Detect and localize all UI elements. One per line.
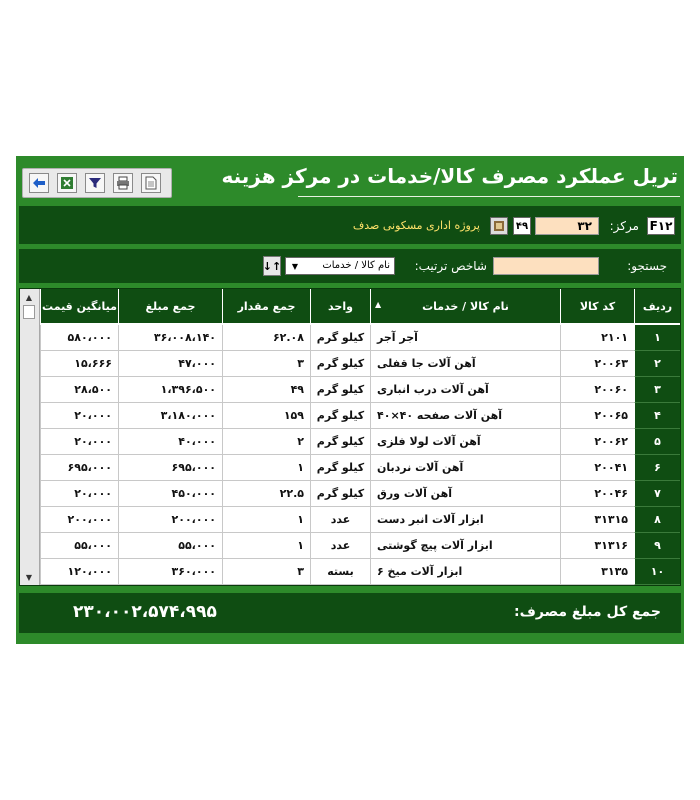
center-code-box[interactable]: F۱۲: [647, 217, 675, 235]
cell-avg: ۱۵،۶۶۶: [40, 351, 118, 377]
cell-qty: ۶۲.۰۸: [222, 325, 310, 351]
cell-idx: ۸: [634, 507, 680, 533]
cell-unit: کیلو گرم: [310, 455, 370, 481]
table-row[interactable]: [40, 455, 680, 481]
scroll-up-icon[interactable]: ▲: [25, 292, 33, 302]
cell-code: ۲۰۰۴۱: [560, 455, 634, 481]
cell-unit: کیلو گرم: [310, 351, 370, 377]
table-row[interactable]: [40, 559, 680, 585]
cell-name: ابزار آلات میخ ۶: [370, 559, 560, 585]
cell-idx: ۱۰: [634, 559, 680, 585]
cell-name: آهن آلات صفحه ۴۰×۴۰: [370, 403, 560, 429]
cell-avg: ۶۹۵،۰۰۰: [40, 455, 118, 481]
sort-select-value: نام کالا / خدمات: [322, 260, 390, 271]
cell-amount: ۲۰۰،۰۰۰: [118, 507, 222, 533]
cell-idx: ۳: [634, 377, 680, 403]
search-panel: [19, 249, 681, 283]
sort-chevron-icon: ▼: [291, 261, 299, 271]
cell-code: ۳۱۳۱۵: [560, 507, 634, 533]
col-header-idx[interactable]: ردیف: [634, 289, 680, 323]
cell-amount: ۵۵،۰۰۰: [118, 533, 222, 559]
cell-code: ۳۱۳۱۶: [560, 533, 634, 559]
toolbar: [22, 168, 172, 198]
cell-idx: ۴: [634, 403, 680, 429]
cell-qty: ۲: [222, 429, 310, 455]
cell-avg: ۲۰،۰۰۰: [40, 481, 118, 507]
col-header-name-label: نام کالا / خدمات: [422, 299, 509, 313]
total-label: جمع کل مبلغ مصرف:: [514, 604, 661, 620]
cell-idx: ۵: [634, 429, 680, 455]
search-input[interactable]: [493, 257, 599, 275]
total-panel: [19, 593, 681, 633]
excel-icon[interactable]: [57, 173, 77, 193]
cell-idx: ۲: [634, 351, 680, 377]
cell-unit: کیلو گرم: [310, 403, 370, 429]
table-row[interactable]: [40, 481, 680, 507]
cell-name: ابزار آلات انبر دست: [370, 507, 560, 533]
cell-amount: ۳۶۰،۰۰۰: [118, 559, 222, 585]
center-number-box[interactable]: ۴۹: [513, 217, 531, 235]
cell-name: ابزار آلات پیچ گوشتی: [370, 533, 560, 559]
cell-qty: ۳: [222, 351, 310, 377]
sort-select[interactable]: [285, 257, 395, 275]
cell-idx: ۷: [634, 481, 680, 507]
print-icon[interactable]: [113, 173, 133, 193]
cell-code: ۲۰۰۶۰: [560, 377, 634, 403]
sort-label: شاخص ترتیب:: [414, 259, 487, 273]
table-row[interactable]: [40, 377, 680, 403]
cell-code: ۲۰۰۴۶: [560, 481, 634, 507]
table-row[interactable]: [40, 325, 680, 351]
scroll-thumb[interactable]: [23, 305, 35, 319]
window-title: تریل عملکرد مصرف کالا/خدمات در مرکز هزینه: [221, 164, 678, 188]
cell-amount: ۱،۳۹۶،۵۰۰: [118, 377, 222, 403]
cell-avg: ۵۵،۰۰۰: [40, 533, 118, 559]
cell-qty: ۳: [222, 559, 310, 585]
cell-avg: ۲۰،۰۰۰: [40, 403, 118, 429]
cell-amount: ۴۰،۰۰۰: [118, 429, 222, 455]
cell-name: آهن آلات ورق: [370, 481, 560, 507]
scroll-down-icon[interactable]: ▼: [25, 572, 33, 582]
total-value: ۲۳۰،۰۰۲،۵۷۴،۹۹۵: [73, 602, 217, 622]
cell-idx: ۶: [634, 455, 680, 481]
cell-name: آهن آلات درب انباری: [370, 377, 560, 403]
col-header-unit[interactable]: واحد: [310, 289, 370, 323]
document-icon[interactable]: [141, 173, 161, 193]
cell-qty: ۱۵۹: [222, 403, 310, 429]
cell-unit: عدد: [310, 507, 370, 533]
cell-name: آجر آجر: [370, 325, 560, 351]
table-row[interactable]: [40, 351, 680, 377]
table-row[interactable]: [40, 429, 680, 455]
cell-code: ۳۱۳۵: [560, 559, 634, 585]
col-header-qty[interactable]: جمع مقدار: [222, 289, 310, 323]
cell-amount: ۳۶،۰۰۸،۱۴۰: [118, 325, 222, 351]
sort-direction-icon[interactable]: ↓↑: [263, 256, 281, 276]
cell-code: ۲۰۰۶۳: [560, 351, 634, 377]
center-code-input[interactable]: ۳۲: [535, 217, 599, 235]
sort-asc-icon: ▲: [375, 300, 382, 309]
report-window: [16, 156, 684, 644]
table-row[interactable]: [40, 507, 680, 533]
cell-unit: کیلو گرم: [310, 377, 370, 403]
cell-qty: ۲۲.۵: [222, 481, 310, 507]
cell-unit: کیلو گرم: [310, 325, 370, 351]
cell-idx: ۱: [634, 325, 680, 351]
cell-avg: ۲۸،۵۰۰: [40, 377, 118, 403]
data-grid: [19, 288, 681, 586]
center-label: مرکز:: [609, 219, 639, 233]
cell-avg: ۵۸۰،۰۰۰: [40, 325, 118, 351]
cell-name: آهن آلات لولا فلزی: [370, 429, 560, 455]
cell-avg: ۲۰،۰۰۰: [40, 429, 118, 455]
cell-qty: ۱: [222, 533, 310, 559]
title-underline: [298, 196, 680, 197]
cell-idx: ۹: [634, 533, 680, 559]
cell-unit: کیلو گرم: [310, 429, 370, 455]
cell-amount: ۳،۱۸۰،۰۰۰: [118, 403, 222, 429]
col-header-amount[interactable]: جمع مبلغ: [118, 289, 222, 323]
lookup-icon[interactable]: [490, 217, 508, 235]
cell-qty: ۴۹: [222, 377, 310, 403]
center-panel: [19, 206, 681, 244]
center-name: پروژه اداری مسکونی صدف: [352, 219, 480, 232]
cell-unit: بسته: [310, 559, 370, 585]
table-row[interactable]: [40, 533, 680, 559]
cell-qty: ۱: [222, 507, 310, 533]
cell-name: آهن آلات نردبان: [370, 455, 560, 481]
cell-amount: ۴۵۰،۰۰۰: [118, 481, 222, 507]
filter-icon[interactable]: [85, 173, 105, 193]
cell-amount: ۴۷،۰۰۰: [118, 351, 222, 377]
search-label: جستجو:: [627, 259, 667, 273]
cell-avg: ۱۲۰،۰۰۰: [40, 559, 118, 585]
cell-code: ۲۱۰۱: [560, 325, 634, 351]
cell-amount: ۶۹۵،۰۰۰: [118, 455, 222, 481]
cell-avg: ۲۰۰،۰۰۰: [40, 507, 118, 533]
col-header-name[interactable]: [370, 289, 560, 323]
cell-name: آهن آلات جا قفلی: [370, 351, 560, 377]
col-header-avg[interactable]: میانگین قیمت: [40, 289, 118, 323]
cell-qty: ۱: [222, 455, 310, 481]
back-arrow-icon[interactable]: [29, 173, 49, 193]
vertical-scrollbar[interactable]: [20, 289, 40, 585]
table-row[interactable]: [40, 403, 680, 429]
cell-unit: عدد: [310, 533, 370, 559]
col-header-code[interactable]: کد کالا: [560, 289, 634, 323]
cell-code: ۲۰۰۶۲: [560, 429, 634, 455]
cell-unit: کیلو گرم: [310, 481, 370, 507]
cell-code: ۲۰۰۶۵: [560, 403, 634, 429]
